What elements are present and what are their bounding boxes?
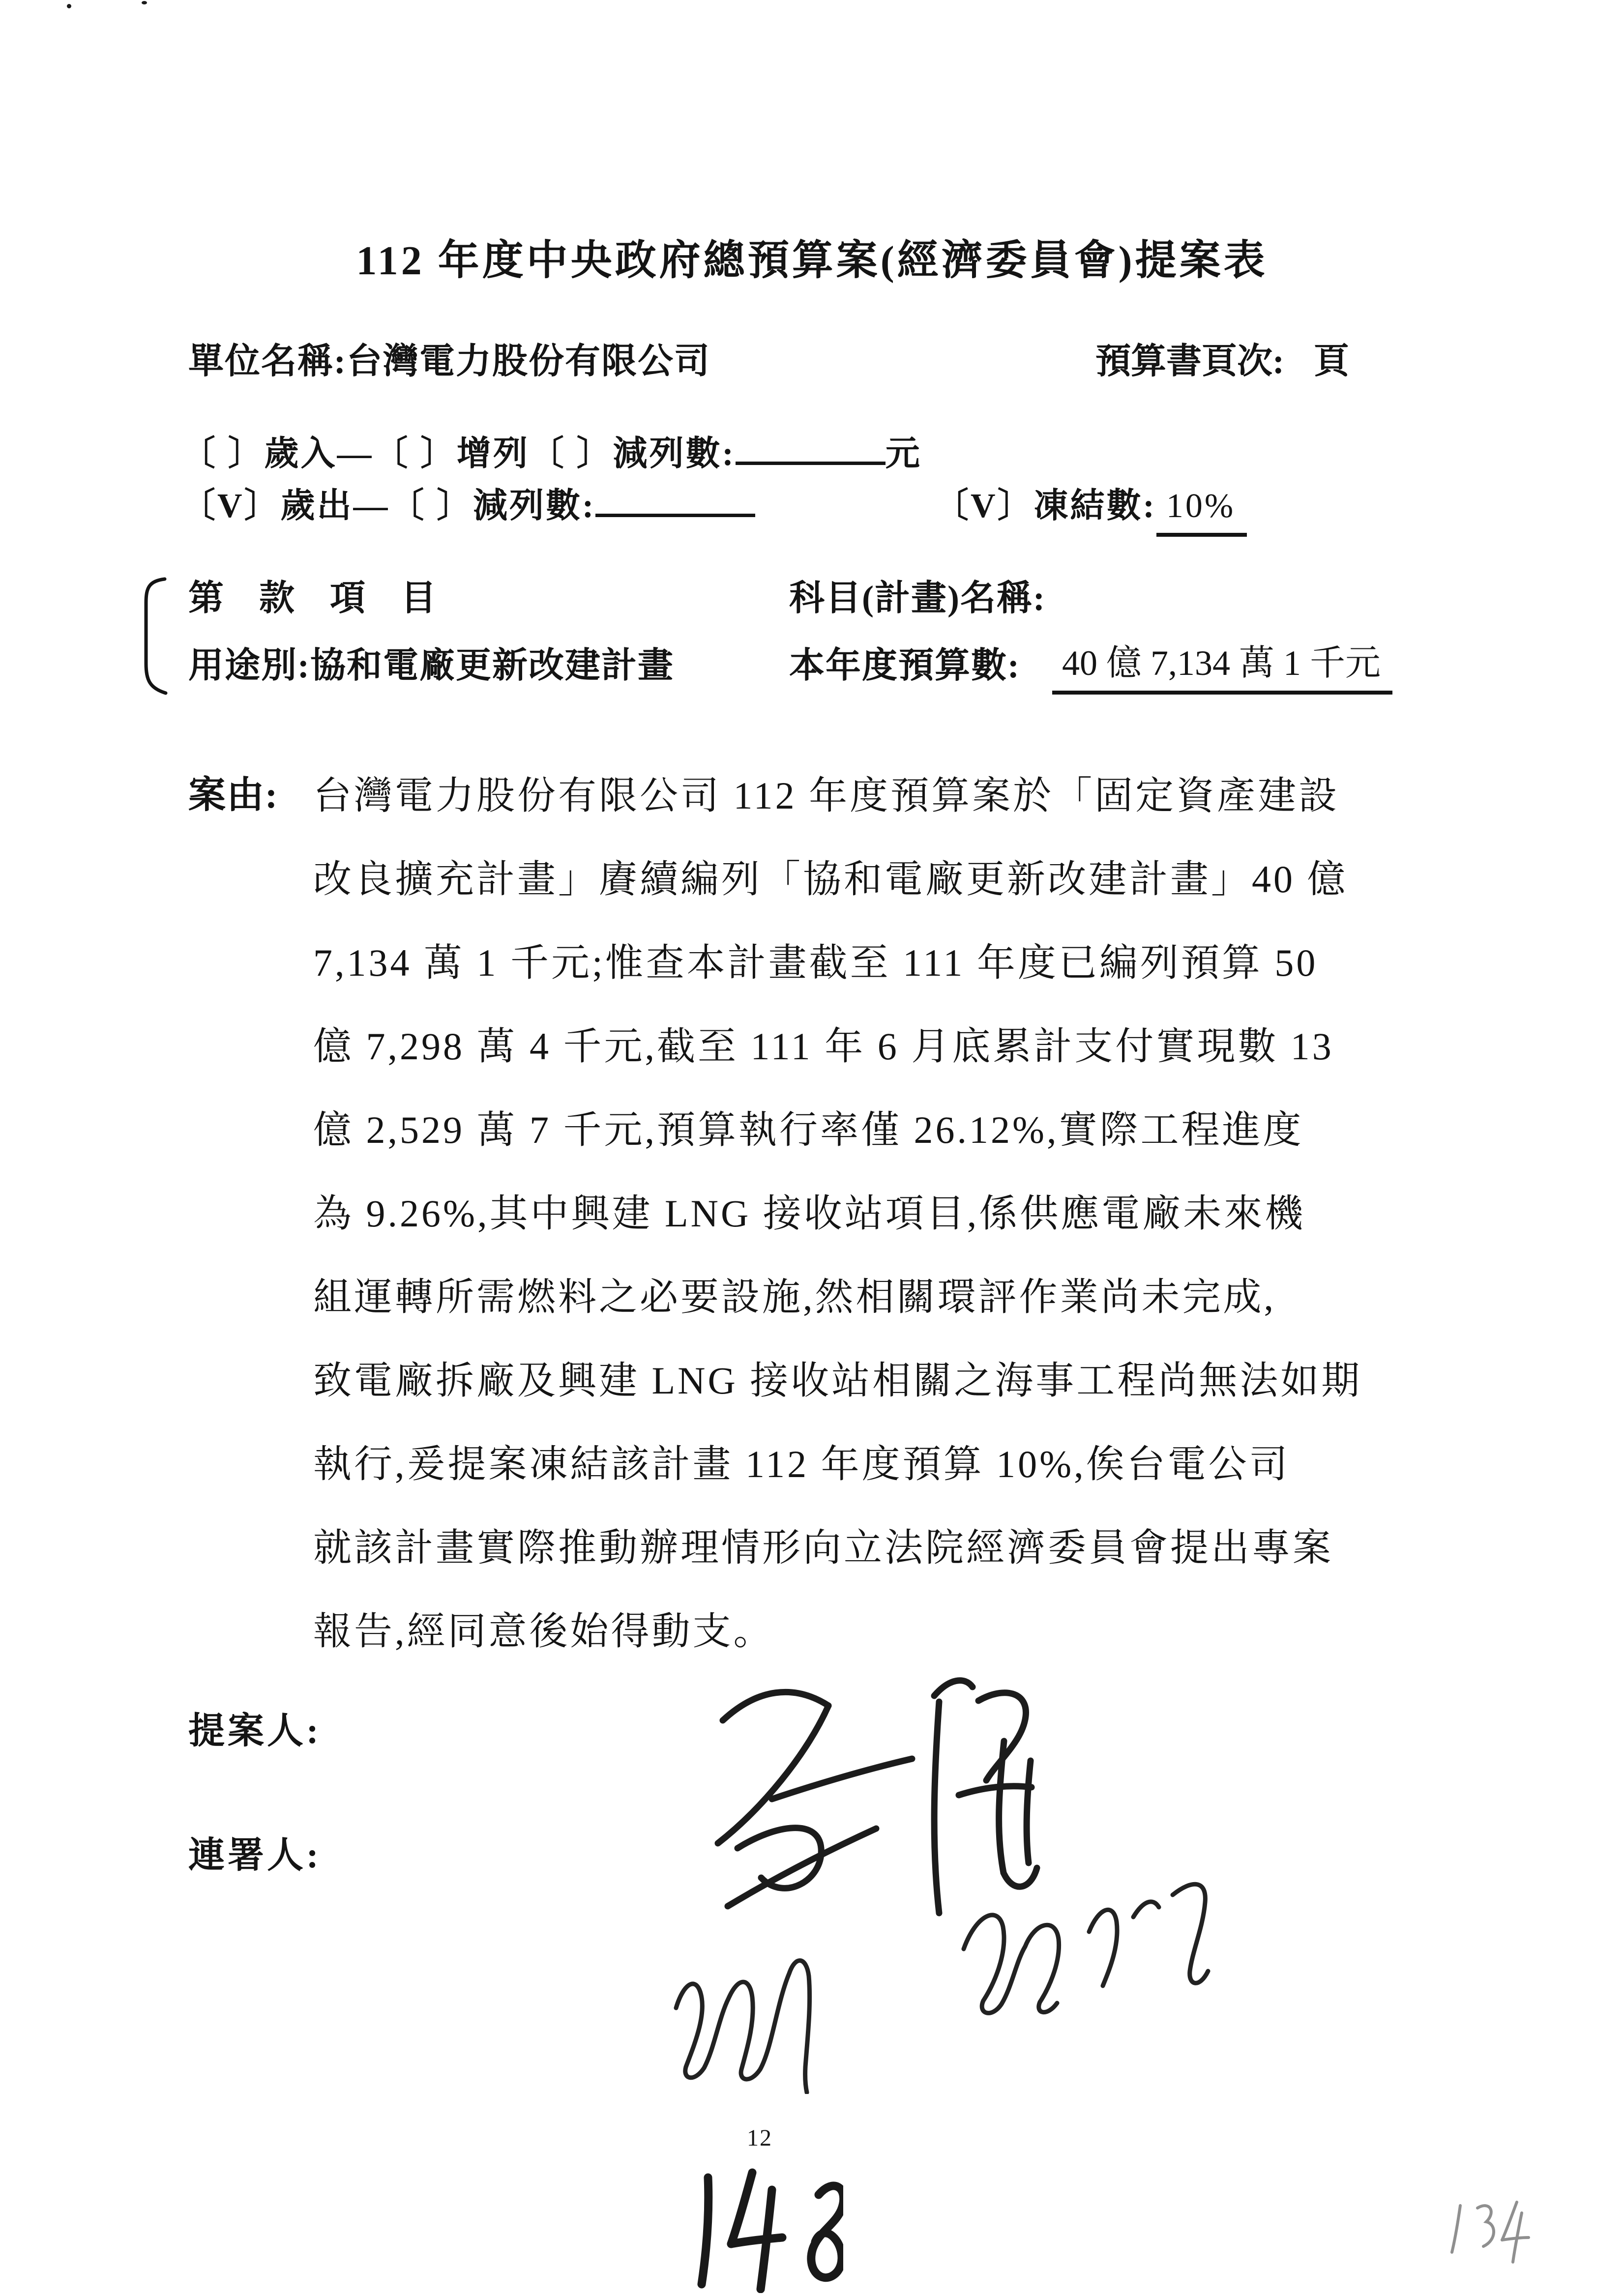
annual-budget-label: 本年度預算數: <box>789 646 1020 685</box>
revenue-unit-suffix: 元 <box>885 435 922 473</box>
case-line: 為 9.26%,其中興建 LNG 接收站項目,係供應電廠未來機 <box>313 1192 1306 1235</box>
case-line: 億 7,298 萬 4 千元,截至 111 年 6 月底累計支付實現數 13 <box>313 1025 1334 1068</box>
proposer-label: 提案人: <box>188 1711 322 1751</box>
budget-book-page-label: 預算書頁次: <box>1095 342 1284 381</box>
budget-book-page-value: 頁 <box>1313 342 1349 381</box>
handwritten-148-number <box>671 2160 843 2293</box>
scan-speck <box>67 4 71 8</box>
page-number: 12 <box>747 2125 772 2151</box>
item-clause-label: 第 款 項 目 <box>188 579 443 618</box>
case-line: 致電廠拆廠及興建 LNG 接收站相關之海事工程尚無法如期 <box>313 1359 1362 1402</box>
freeze-label: 〔V〕凍結數: <box>934 487 1156 525</box>
case-line: 組運轉所需燃料之必要設施,然相關環評作業尚未完成, <box>313 1276 1276 1318</box>
handwritten-134-number <box>1443 2193 1536 2265</box>
case-line: 改良擴充計畫」賡續編列「協和電廠更新改建計畫」40 億 <box>313 858 1348 901</box>
revenue-amount-blank <box>736 429 886 465</box>
section-brace <box>139 576 168 696</box>
case-reason-label: 案由: <box>188 775 279 816</box>
expenditure-checkbox-row <box>181 478 755 527</box>
annual-budget-amount: 40 億 7,134 萬 1 千元 <box>1052 643 1392 695</box>
freeze-field <box>934 478 1247 527</box>
unit-name-field: 單位名稱:台灣電力股份有限公司 <box>188 342 710 381</box>
expenditure-amount-blank <box>595 481 755 518</box>
cosigner-signature-2 <box>946 1870 1227 2028</box>
cosigner-label: 連署人: <box>188 1835 322 1876</box>
case-text <box>313 765 1362 1684</box>
usage-type-field: 用途別:協和電廠更新改建計畫 <box>188 646 674 685</box>
case-line: 億 2,529 萬 7 千元,預算執行率僅 26.12%,實際工程進度 <box>313 1108 1304 1151</box>
subject-plan-name-label: 科目(計畫)名稱: <box>789 579 1046 618</box>
case-line: 7,134 萬 1 千元;惟查本計畫截至 111 年度已編列預算 50 <box>313 941 1318 984</box>
expenditure-row-label: 〔V〕歲出—〔 〕減列數: <box>181 487 596 525</box>
budget-book-page-field <box>1095 332 1349 383</box>
cosigner-signature-1 <box>664 1924 860 2094</box>
freeze-value: 10% <box>1156 487 1247 537</box>
revenue-row-label: 〔 〕歲入—〔 〕增列〔 〕減列數: <box>181 435 736 473</box>
case-line: 執行,爰提案凍結該計畫 112 年度預算 10%,俟台電公司 <box>313 1443 1290 1485</box>
revenue-checkbox-row <box>181 426 922 475</box>
scan-speck <box>142 1 147 4</box>
annual-budget-value <box>1052 634 1392 685</box>
page-title: 112 年度中央政府總預算案(經濟委員會)提案表 <box>356 238 1268 284</box>
case-line: 台灣電力股份有限公司 112 年度預算案於「固定資產建設 <box>313 774 1340 817</box>
case-line: 報告,經同意後始得動支。 <box>313 1610 774 1653</box>
case-line: 就該計畫實際推動辦理情形向立法院經濟委員會提出專案 <box>313 1526 1334 1569</box>
